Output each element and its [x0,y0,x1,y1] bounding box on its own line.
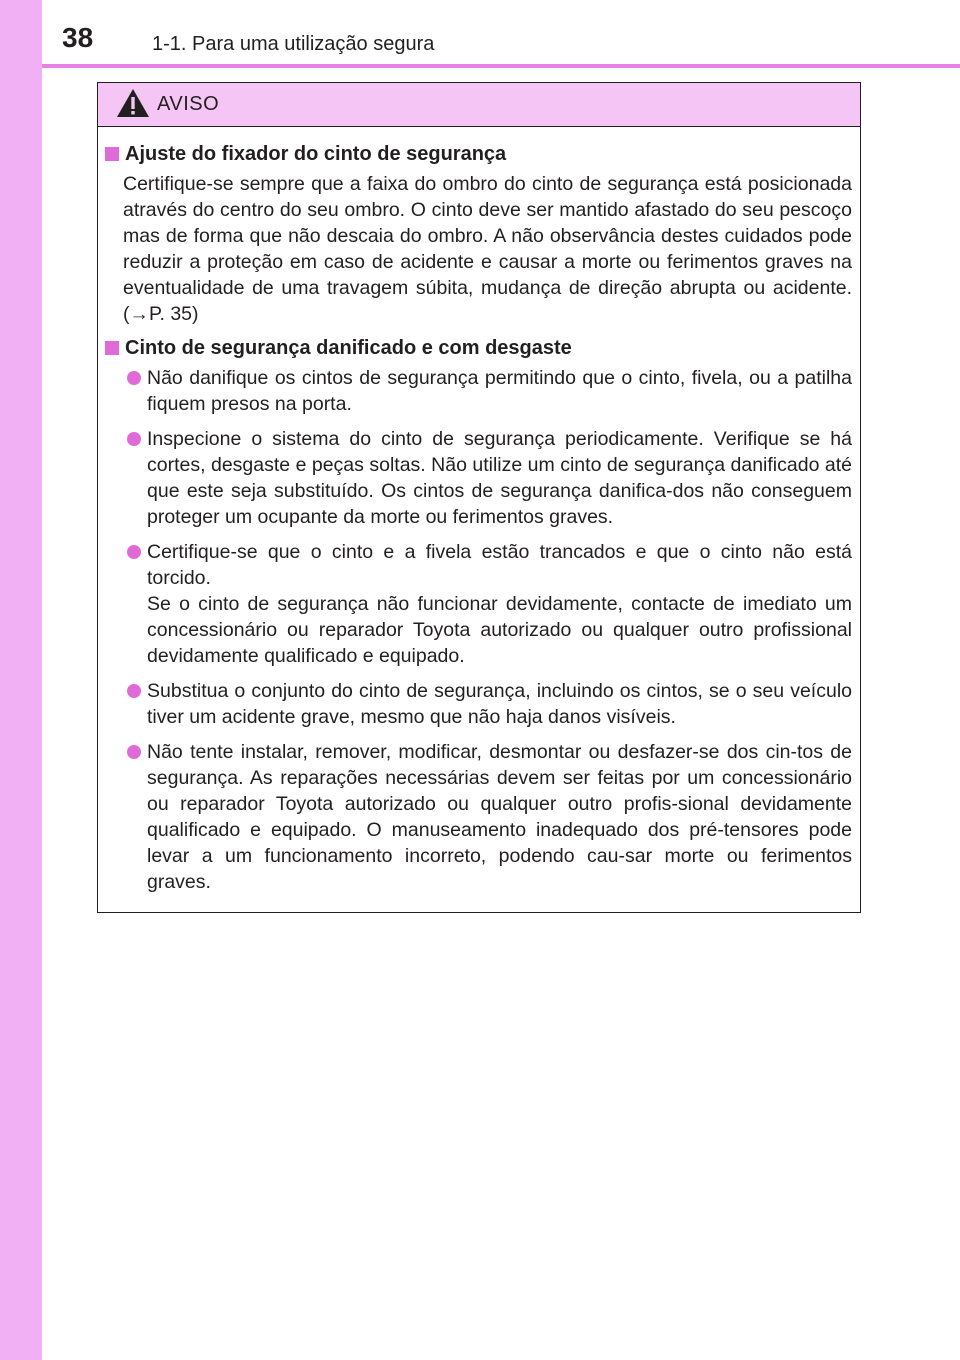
list-item-extra-text: Se o cinto de segurança não funcionar devidamente, contacte de imediato um concessionário ou reparador Toyota autorizado ou qualquer outro profissional devidamente qualificado e equipado. [147,593,852,667]
list-item-text: Não danifique os cintos de segurança permitindo que o cinto, fivela, ou a patilha fiquem presos na porta. [147,367,852,415]
warning-triangle-icon [116,88,150,118]
list-item [123,678,852,730]
warning-body [98,127,860,895]
round-bullet-icon [127,745,141,759]
round-bullet-icon [127,684,141,698]
header-rule [42,64,960,68]
warning-box [97,82,861,913]
round-bullet-icon [127,545,141,559]
side-color-strip [0,0,42,1360]
round-bullet-icon [127,432,141,446]
square-bullet-icon [105,341,119,355]
warning-header [98,83,860,127]
list-item-text: Substitua o conjunto do cinto de segurança, incluindo os cintos, se o seu veículo tiver um acidente grave, mesmo que não haja danos visíveis. [147,680,852,728]
page-number: 38 [62,22,94,53]
section-heading-adjuster [103,141,852,167]
square-bullet-icon [105,147,119,161]
round-bullet-icon [127,371,141,385]
list-item [123,365,852,417]
warning-label: AVISO [157,93,220,115]
section-heading-damaged [103,335,852,361]
list-item-text: Certifique-se que o cinto e a fivela estão trancados e que o cinto não está torcido. [147,541,852,589]
section-heading-text: Cinto de segurança danificado e com desgaste [125,337,572,359]
list-item [123,739,852,895]
list-item-text: Inspecione o sistema do cinto de segurança periodicamente. Verifique se há cortes, desgaste e peças soltas. Não utilize um cinto de segurança danificado até que este seja substituído. Os cintos de segurança danifica-dos não conseguem proteger um ocupante da morte ou ferimentos graves. [147,428,852,528]
list-item [123,539,852,669]
list-item [123,426,852,530]
adjuster-paragraph: Certifique-se sempre que a faixa do ombro do cinto de segurança está posicionada através do centro do seu ombro. O cinto deve ser mantido afastado do seu pescoço mas de forma que não descaia do ombro. A não observância destes cuidados pode reduzir a proteção em caso de acidente e causar a morte ou ferimentos graves na eventualidade de uma travagem súbita, mudança de direção abrupta ou acidente. (→P. 35) [123,173,852,325]
list-item-text: Não tente instalar, remover, modificar, desmontar ou desfazer-se dos cin-tos de segurança. As reparações necessárias devem ser feitas por um concessionário ou reparador Toyota autorizado ou qualquer outro profis-sional devidamente qualificado e equipado. O manuseamento inadequado dos pré-tensores pode levar a um funcionamento incorreto, podendo cau-sar morte ou ferimentos graves. [147,741,852,893]
section-title: 1-1. Para uma utilização segura [152,33,435,55]
section-heading-text: Ajuste do fixador do cinto de segurança [125,143,507,165]
